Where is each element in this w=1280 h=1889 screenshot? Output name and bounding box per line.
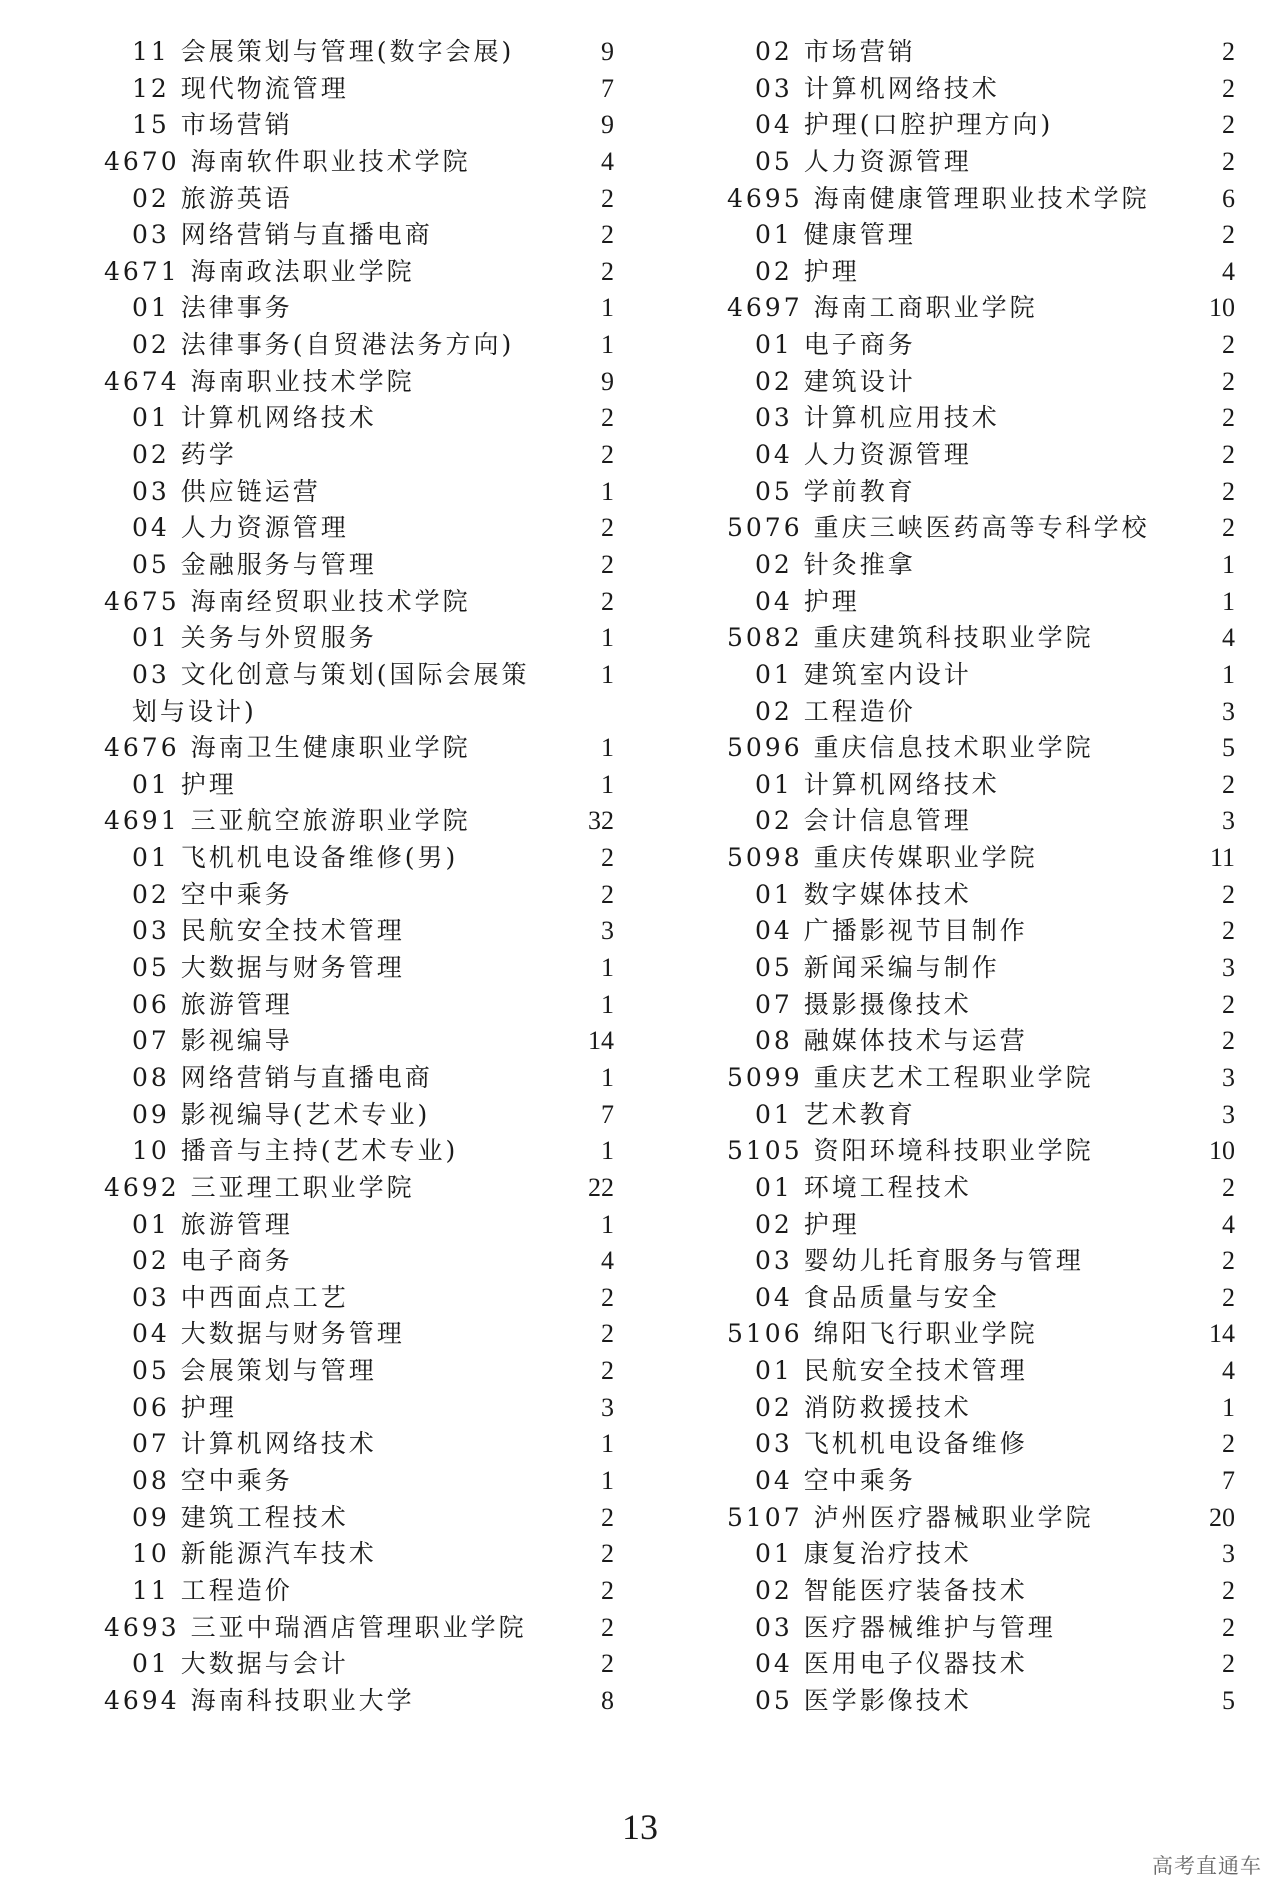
major-row — [727, 1170, 1235, 1207]
institution-row — [727, 1060, 1235, 1097]
quota-count: 2 — [1222, 1649, 1235, 1679]
institution-row — [727, 290, 1235, 327]
major-name: 11 会展策划与管理(数字会展) — [132, 37, 515, 66]
major-name: 03 计算机网络技术 — [755, 73, 1000, 103]
quota-count: 10 — [1209, 293, 1235, 323]
major-row — [104, 217, 614, 254]
major-name: 01 电子商务 — [755, 330, 916, 360]
major-row — [104, 950, 614, 987]
major-row — [104, 1243, 614, 1280]
major-name: 01 康复治疗技术 — [755, 1539, 972, 1569]
major-name: 02 护理 — [755, 256, 860, 286]
quota-count: 2 — [601, 1649, 614, 1679]
major-row — [104, 620, 614, 657]
major-row — [104, 107, 614, 144]
quota-count: 1 — [601, 1429, 614, 1459]
institution-name: 5096 重庆信息技术职业学院 — [727, 733, 1094, 763]
institution-name: 4676 海南卫生健康职业学院 — [104, 733, 471, 763]
quota-count: 3 — [1222, 1099, 1235, 1129]
quota-count: 4 — [601, 1246, 614, 1276]
quota-count: 2 — [1222, 1246, 1235, 1276]
institution-name: 4694 海南科技职业大学 — [104, 1685, 415, 1715]
quota-count: 2 — [601, 1502, 614, 1532]
quota-count: 2 — [1222, 1172, 1235, 1202]
institution-row — [727, 730, 1235, 767]
right-column — [727, 34, 1235, 1719]
major-name: 03 计算机应用技术 — [755, 403, 1000, 433]
major-name: 02 会计信息管理 — [755, 806, 972, 836]
major-row — [727, 1610, 1235, 1647]
major-row — [104, 1463, 614, 1500]
quota-count: 2 — [601, 843, 614, 873]
institution-name: 4674 海南职业技术学院 — [104, 366, 415, 396]
quota-count: 3 — [1222, 1539, 1235, 1569]
major-name: 05 学前教育 — [755, 476, 916, 506]
major-name: 02 针灸推拿 — [755, 549, 916, 579]
quota-count: 1 — [601, 1136, 614, 1166]
major-name: 07 摄影摄像技术 — [755, 989, 972, 1019]
quota-count: 2 — [1222, 1026, 1235, 1056]
institution-row — [727, 181, 1235, 218]
quota-count: 2 — [1222, 1612, 1235, 1642]
major-name: 05 医学影像技术 — [755, 1685, 972, 1715]
major-name: 04 人力资源管理 — [132, 513, 349, 543]
major-name: 10 播音与主持(艺术专业) — [132, 1136, 459, 1166]
quota-count: 1 — [601, 733, 614, 763]
quota-count: 2 — [1222, 37, 1235, 66]
major-row — [104, 1316, 614, 1353]
major-row — [104, 1280, 614, 1317]
major-row — [104, 437, 614, 474]
major-name: 01 法律事务 — [132, 293, 293, 323]
major-row — [104, 1390, 614, 1427]
institution-name: 5076 重庆三峡医药高等专科学校 — [727, 513, 1150, 543]
major-row — [727, 254, 1235, 291]
major-row — [104, 840, 614, 877]
quota-count: 1 — [601, 476, 614, 506]
quota-count: 2 — [601, 586, 614, 616]
quota-count: 9 — [601, 110, 614, 140]
quota-count: 4 — [1222, 623, 1235, 653]
institution-name: 5099 重庆艺术工程职业学院 — [727, 1062, 1094, 1092]
major-row — [104, 1060, 614, 1097]
institution-row — [104, 1683, 614, 1720]
major-name: 02 市场营销 — [755, 37, 916, 66]
major-row — [727, 1280, 1235, 1317]
major-row — [727, 584, 1235, 621]
major-name: 01 环境工程技术 — [755, 1172, 972, 1202]
major-name: 07 计算机网络技术 — [132, 1429, 377, 1459]
quota-count: 32 — [588, 806, 614, 836]
major-row — [727, 1646, 1235, 1683]
major-row — [104, 913, 614, 950]
quota-count: 2 — [601, 1319, 614, 1349]
quota-count: 1 — [601, 1465, 614, 1495]
quota-count: 2 — [1222, 989, 1235, 1019]
major-name: 05 新闻采编与制作 — [755, 953, 1000, 983]
major-name: 09 影视编导(艺术专业) — [132, 1099, 431, 1129]
quota-count: 7 — [601, 73, 614, 103]
major-row — [727, 1390, 1235, 1427]
institution-row — [727, 1316, 1235, 1353]
major-name: 09 建筑工程技术 — [132, 1502, 349, 1532]
quota-count: 2 — [1222, 769, 1235, 799]
major-name: 02 消防救援技术 — [755, 1392, 972, 1422]
quota-count: 14 — [588, 1026, 614, 1056]
major-row — [727, 767, 1235, 804]
major-name: 05 金融服务与管理 — [132, 549, 377, 579]
major-name: 02 电子商务 — [132, 1246, 293, 1276]
quota-count: 1 — [601, 293, 614, 323]
major-row — [104, 290, 614, 327]
quota-count: 2 — [601, 879, 614, 909]
quota-count: 3 — [601, 916, 614, 946]
major-row — [727, 327, 1235, 364]
major-row — [727, 144, 1235, 181]
major-row — [727, 1243, 1235, 1280]
major-row — [727, 437, 1235, 474]
major-name: 10 新能源汽车技术 — [132, 1539, 377, 1569]
major-name: 15 市场营销 — [132, 110, 293, 140]
major-name: 05 大数据与财务管理 — [132, 953, 405, 983]
major-name: 04 护理(口腔护理方向) — [755, 110, 1054, 140]
major-name: 02 旅游英语 — [132, 183, 293, 213]
major-name: 04 人力资源管理 — [755, 440, 972, 470]
quota-count: 1 — [601, 1209, 614, 1239]
major-name: 01 民航安全技术管理 — [755, 1356, 1028, 1386]
major-row — [727, 657, 1235, 694]
major-name: 06 护理 — [132, 1392, 237, 1422]
major-row — [104, 327, 614, 364]
quota-count: 7 — [1222, 1465, 1235, 1495]
quota-count: 2 — [1222, 1429, 1235, 1459]
institution-row — [104, 144, 614, 181]
institution-row — [104, 254, 614, 291]
quota-count: 1 — [601, 953, 614, 983]
major-row — [104, 547, 614, 584]
major-name: 03 中西面点工艺 — [132, 1282, 349, 1312]
quota-count: 22 — [588, 1172, 614, 1202]
institution-row — [104, 803, 614, 840]
major-row — [727, 1353, 1235, 1390]
quota-count: 9 — [601, 366, 614, 396]
quota-count: 3 — [1222, 696, 1235, 726]
quota-count: 1 — [601, 989, 614, 1019]
major-row — [727, 1426, 1235, 1463]
major-row — [727, 913, 1235, 950]
institution-name: 4691 三亚航空旅游职业学院 — [104, 806, 471, 836]
major-name: 02 护理 — [755, 1209, 860, 1239]
quota-count: 20 — [1209, 1502, 1235, 1532]
major-name: 05 会展策划与管理 — [132, 1356, 377, 1386]
institution-name: 4695 海南健康管理职业技术学院 — [727, 183, 1150, 213]
major-name: 04 空中乘务 — [755, 1465, 916, 1495]
quota-count: 2 — [1222, 1282, 1235, 1312]
institution-name: 5106 绵阳飞行职业学院 — [727, 1319, 1038, 1349]
institution-row — [727, 1133, 1235, 1170]
quota-count: 1 — [601, 659, 614, 689]
major-name: 03 网络营销与直播电商 — [132, 220, 433, 250]
quota-count: 5 — [1222, 733, 1235, 763]
major-name: 03 医疗器械维护与管理 — [755, 1612, 1056, 1642]
quota-count: 4 — [1222, 256, 1235, 286]
quota-count: 2 — [1222, 403, 1235, 433]
major-name: 01 飞机机电设备维修(男) — [132, 843, 459, 873]
major-row — [727, 1536, 1235, 1573]
major-name: 08 网络营销与直播电商 — [132, 1062, 433, 1092]
major-row — [104, 767, 614, 804]
major-name: 03 民航安全技术管理 — [132, 916, 405, 946]
watermark: 高考直通车 — [1152, 1854, 1262, 1878]
institution-name: 4697 海南工商职业学院 — [727, 293, 1038, 323]
major-row — [727, 71, 1235, 108]
major-row — [104, 400, 614, 437]
major-name: 04 食品质量与安全 — [755, 1282, 1000, 1312]
major-name: 04 广播影视节目制作 — [755, 916, 1028, 946]
major-row — [104, 474, 614, 511]
quota-count: 2 — [601, 403, 614, 433]
quota-count: 1 — [601, 769, 614, 799]
major-row — [727, 877, 1235, 914]
major-name: 03 文化创意与策划(国际会展策 — [132, 659, 530, 689]
major-name: 05 人力资源管理 — [755, 146, 972, 176]
major-name: 04 护理 — [755, 586, 860, 616]
major-row — [104, 1207, 614, 1244]
major-row — [727, 803, 1235, 840]
quota-count: 2 — [1222, 366, 1235, 396]
major-name: 12 现代物流管理 — [132, 73, 349, 103]
quota-count: 2 — [601, 1612, 614, 1642]
major-row — [104, 877, 614, 914]
quota-count: 3 — [1222, 1062, 1235, 1092]
major-row — [104, 1426, 614, 1463]
major-row — [104, 34, 614, 71]
quota-count: 2 — [1222, 1575, 1235, 1605]
major-row — [104, 1353, 614, 1390]
major-row — [727, 1097, 1235, 1134]
quota-count: 6 — [1222, 183, 1235, 213]
major-name: 01 数字媒体技术 — [755, 879, 972, 909]
major-row — [727, 987, 1235, 1024]
quota-count: 1 — [601, 1062, 614, 1092]
major-row — [727, 474, 1235, 511]
quota-count: 2 — [601, 183, 614, 213]
quota-count: 11 — [1209, 843, 1235, 873]
major-name: 01 旅游管理 — [132, 1209, 293, 1239]
major-row — [727, 217, 1235, 254]
quota-count: 7 — [601, 1099, 614, 1129]
quota-count: 14 — [1209, 1319, 1235, 1349]
major-name: 02 法律事务(自贸港法务方向) — [132, 330, 515, 360]
major-row — [104, 181, 614, 218]
institution-row — [104, 1170, 614, 1207]
major-row — [727, 547, 1235, 584]
major-name: 01 健康管理 — [755, 220, 916, 250]
major-row — [104, 1646, 614, 1683]
major-row — [104, 1133, 614, 1170]
quota-count: 4 — [601, 146, 614, 176]
quota-count: 2 — [601, 1282, 614, 1312]
major-name: 01 建筑室内设计 — [755, 659, 972, 689]
major-name: 07 影视编导 — [132, 1026, 293, 1056]
major-name: 08 融媒体技术与运营 — [755, 1026, 1028, 1056]
quota-count: 2 — [601, 1356, 614, 1386]
major-name: 划与设计) — [132, 696, 257, 726]
institution-row — [104, 364, 614, 401]
quota-count: 2 — [1222, 879, 1235, 909]
institution-row — [727, 620, 1235, 657]
major-name: 03 供应链运营 — [132, 476, 321, 506]
quota-count: 1 — [1222, 1392, 1235, 1422]
institution-row — [104, 1610, 614, 1647]
major-row — [104, 1573, 614, 1610]
quota-count: 2 — [1222, 220, 1235, 250]
major-name: 01 计算机网络技术 — [132, 403, 377, 433]
institution-row — [727, 840, 1235, 877]
institution-name: 5082 重庆建筑科技职业学院 — [727, 623, 1094, 653]
major-name: 08 空中乘务 — [132, 1465, 293, 1495]
major-row — [727, 107, 1235, 144]
quota-count: 2 — [601, 440, 614, 470]
institution-name: 4670 海南软件职业技术学院 — [104, 146, 471, 176]
quota-count: 2 — [601, 220, 614, 250]
major-row — [727, 1207, 1235, 1244]
major-name: 01 艺术教育 — [755, 1099, 916, 1129]
institution-row — [727, 1500, 1235, 1537]
major-name: 01 关务与外贸服务 — [132, 623, 377, 653]
quota-count: 2 — [601, 549, 614, 579]
major-name: 04 医用电子仪器技术 — [755, 1649, 1028, 1679]
left-column — [104, 34, 614, 1719]
major-row — [727, 364, 1235, 401]
major-name: 04 大数据与财务管理 — [132, 1319, 405, 1349]
major-row — [727, 1683, 1235, 1720]
major-name: 01 护理 — [132, 769, 237, 799]
quota-count: 2 — [1222, 513, 1235, 543]
institution-name: 4692 三亚理工职业学院 — [104, 1172, 415, 1202]
major-row — [104, 1536, 614, 1573]
quota-count: 5 — [1222, 1685, 1235, 1715]
quota-count: 2 — [1222, 330, 1235, 360]
major-row — [727, 1023, 1235, 1060]
quota-count: 1 — [1222, 549, 1235, 579]
quota-count: 1 — [601, 330, 614, 360]
major-name: 01 大数据与会计 — [132, 1649, 349, 1679]
quota-count: 2 — [1222, 146, 1235, 176]
quota-count: 9 — [601, 37, 614, 66]
quota-count: 10 — [1209, 1136, 1235, 1166]
major-row — [104, 987, 614, 1024]
major-row — [727, 694, 1235, 731]
institution-name: 4693 三亚中瑞酒店管理职业学院 — [104, 1612, 527, 1642]
quota-count: 8 — [601, 1685, 614, 1715]
quota-count: 2 — [1222, 73, 1235, 103]
major-row — [104, 1500, 614, 1537]
major-row — [727, 1573, 1235, 1610]
major-row — [727, 400, 1235, 437]
quota-count: 1 — [1222, 586, 1235, 616]
major-row — [104, 1097, 614, 1134]
page-number: 13 — [622, 1807, 658, 1847]
quota-count: 2 — [1222, 916, 1235, 946]
major-name: 02 药学 — [132, 440, 237, 470]
quota-count: 1 — [1222, 659, 1235, 689]
major-row — [727, 34, 1235, 71]
major-row — [727, 1463, 1235, 1500]
quota-count: 2 — [1222, 476, 1235, 506]
quota-count: 2 — [601, 256, 614, 286]
major-name: 02 空中乘务 — [132, 879, 293, 909]
major-name: 01 计算机网络技术 — [755, 769, 1000, 799]
institution-row — [104, 730, 614, 767]
institution-name: 4671 海南政法职业学院 — [104, 256, 415, 286]
major-name: 11 工程造价 — [132, 1575, 293, 1605]
quota-count: 3 — [601, 1392, 614, 1422]
quota-count: 3 — [1222, 806, 1235, 836]
major-name: 02 建筑设计 — [755, 366, 916, 396]
major-row — [104, 1023, 614, 1060]
quota-count: 4 — [1222, 1356, 1235, 1386]
institution-name: 4675 海南经贸职业技术学院 — [104, 586, 471, 616]
major-name: 03 飞机机电设备维修 — [755, 1429, 1028, 1459]
quota-count: 2 — [601, 1539, 614, 1569]
quota-count: 1 — [601, 623, 614, 653]
major-name: 03 婴幼儿托育服务与管理 — [755, 1246, 1084, 1276]
institution-row — [104, 584, 614, 621]
quota-count: 4 — [1222, 1209, 1235, 1239]
quota-count: 2 — [1222, 440, 1235, 470]
major-row-continuation — [104, 694, 614, 731]
major-name: 06 旅游管理 — [132, 989, 293, 1019]
quota-count: 3 — [1222, 953, 1235, 983]
institution-name: 5098 重庆传媒职业学院 — [727, 843, 1038, 873]
major-row — [104, 71, 614, 108]
major-row — [104, 510, 614, 547]
quota-count: 2 — [601, 1575, 614, 1605]
major-row — [104, 657, 614, 694]
major-row — [727, 950, 1235, 987]
major-name: 02 工程造价 — [755, 696, 916, 726]
quota-count: 2 — [1222, 110, 1235, 140]
quota-count: 2 — [601, 513, 614, 543]
major-name: 02 智能医疗装备技术 — [755, 1575, 1028, 1605]
institution-name: 5107 泸州医疗器械职业学院 — [727, 1502, 1094, 1532]
institution-row — [727, 510, 1235, 547]
institution-name: 5105 资阳环境科技职业学院 — [727, 1136, 1094, 1166]
